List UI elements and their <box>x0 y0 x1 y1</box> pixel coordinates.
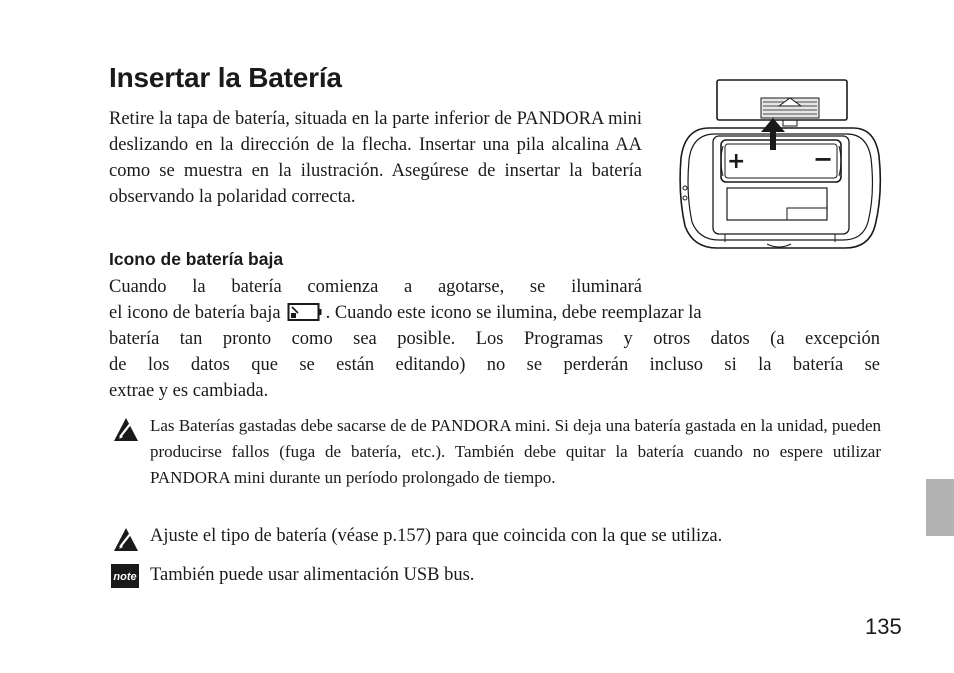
plus-sign: + <box>727 149 746 174</box>
warning-pen-icon <box>111 525 141 553</box>
intro-paragraph: Retire la tapa de batería, situada en la parte inferior de PANDORA mini deslizando en la dirección de la flecha. Insertar una pila alcalina AA como se muestra en la ilustración. Asegúrese de insertar la batería observando la polaridad correcta. <box>109 109 642 207</box>
low-battery-icon <box>287 302 323 322</box>
page-title: Insertar la Batería <box>109 62 342 93</box>
low-battery-heading: Icono de batería baja <box>109 249 284 269</box>
warning-pen-icon <box>111 415 141 443</box>
note-notice-text: También puede usar alimentación USB bus. <box>150 565 475 585</box>
low-battery-line-2: el icono de batería baja . Cuando este icono se ilumina, debe reemplazar la <box>109 303 702 323</box>
low-battery-line-5: extrae y es cambiada. <box>109 381 269 401</box>
low-battery-line-1: Cuando la batería comienza a agotarse, se iluminará <box>109 277 642 297</box>
low-battery-paragraph <box>109 274 880 404</box>
warning-notice-1-text: Las Baterías gastadas debe sacarse de de PANDORA mini. Si deja una batería gastada en la unidad, pueden producirse fallos (fuga de batería, etc.). También debe quitar la batería cuando no espere utilizar PANDORA mini durante un período prolongado de tiempo. <box>150 416 881 487</box>
low-battery-line-4: de los datos que se están editando) no se perderán incluso si la batería se <box>109 355 880 375</box>
note-icon <box>111 564 139 588</box>
warning-notice-2-text: Ajuste el tipo de batería (véase p.157) para que coincida con la que se utiliza. <box>150 526 723 546</box>
page-number: 135 <box>865 614 902 639</box>
section-side-tab <box>926 479 954 536</box>
note-icon-label: note <box>113 571 137 583</box>
low-battery-line-3: batería tan pronto como sea posible. Los Programas y otros datos (a excepción <box>109 329 880 349</box>
minus-sign: − <box>813 145 834 173</box>
battery-compartment-illustration <box>675 76 887 254</box>
